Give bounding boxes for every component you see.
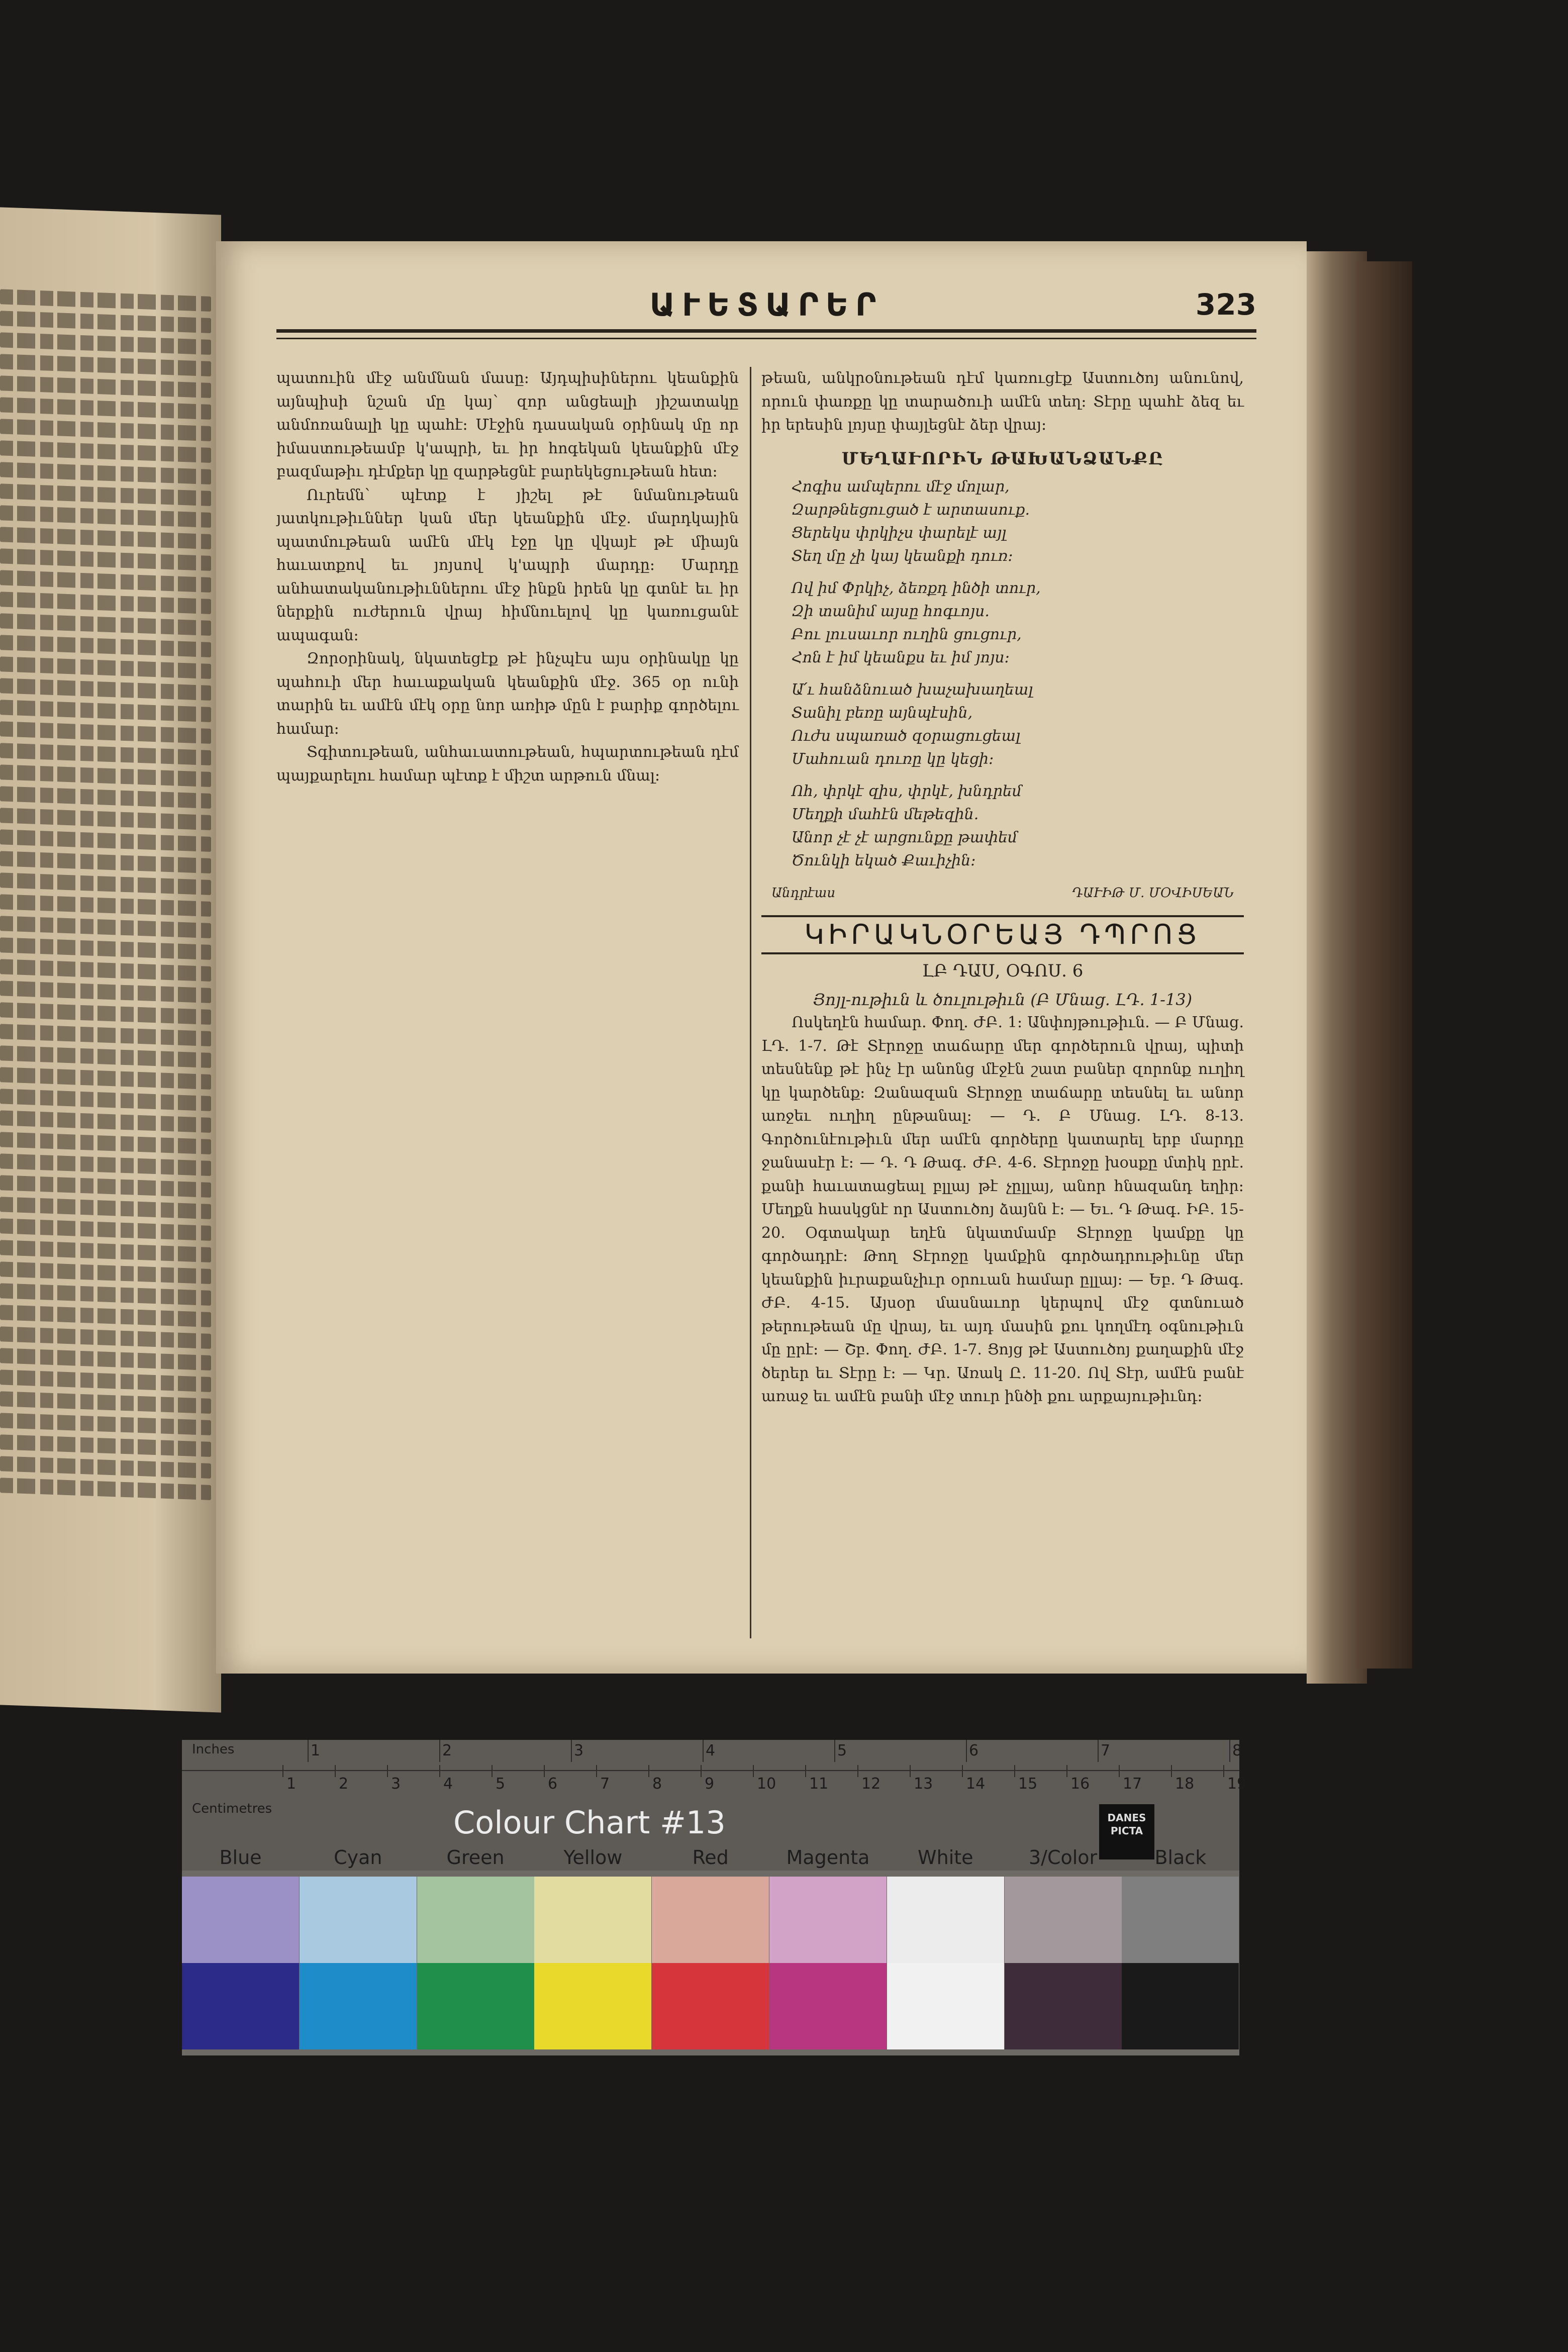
right-page (216, 241, 1307, 1674)
patch-label: Cyan (334, 1846, 382, 1869)
patch-label: White (918, 1846, 973, 1869)
poem-line: Տեղ մը չի կայ կեանքի դուռ։ (792, 547, 1013, 565)
cm-number: 17 (1123, 1775, 1142, 1793)
cm-tick (544, 1765, 545, 1777)
cm-number: 3 (391, 1775, 401, 1793)
colour-chart (182, 1740, 1247, 2055)
poem-line: Ուժս սպառած զօրացուցեալ (792, 727, 1021, 745)
inch-number: 8 (1232, 1742, 1242, 1759)
poem-signature (771, 881, 1234, 905)
poem-title: ՄԵՂԱՒՈՐԻՆ ԹԱԽԱՆՁԱՆՔԸ (841, 448, 1164, 469)
left-page (0, 207, 221, 1712)
colour-patch (534, 1963, 651, 2049)
colour-patch (182, 1963, 299, 2049)
patch-labels (182, 1846, 1239, 1872)
cm-number: 16 (1070, 1775, 1090, 1793)
poem-line: Ծունկի եկած Քաւիչին։ (792, 852, 976, 869)
cm-tick (335, 1765, 336, 1777)
inch-tick (1229, 1740, 1230, 1762)
cm-tick (805, 1765, 806, 1777)
lesson-title: Յոյլ-ութիւն և ծուլութիւն (Բ Մնաց. ԼԴ. 1-13) (813, 990, 1193, 1009)
inch-tick (966, 1740, 967, 1762)
book-cover (1357, 261, 1412, 1669)
danes-picta-logo: DANES PICTA (1099, 1804, 1154, 1859)
patch-label: Yellow (563, 1846, 623, 1869)
poem-line: Հոն է իմ կեանքս եւ իմ յոյս։ (792, 649, 1010, 666)
colour-patch (300, 1963, 417, 2049)
poem-stanza (792, 678, 1244, 771)
cm-number: 15 (1018, 1775, 1038, 1793)
cm-number: 2 (339, 1775, 349, 1793)
running-head-title: ԱՒԵՏԱՐԵՐ (649, 286, 884, 323)
signature-place: Անդրէաս (771, 886, 836, 901)
section-rule (761, 915, 1244, 917)
cm-tick (910, 1765, 911, 1777)
patch-label: 3/Color (1028, 1846, 1098, 1869)
patch-label: Black (1154, 1846, 1207, 1869)
cm-tick (701, 1765, 702, 1777)
paragraph: Զորօրինակ, նկատեցէք թէ ինչպէս այս օրինակը կը պահուի մեր հաւաքական կեանքին մէջ. 365 օր ունի տարին եւ ամէն մէկ օրը նոր առիթ մըն է բարիք գործելու համար։ (276, 650, 739, 738)
colour-patch (652, 1877, 769, 1963)
running-header (276, 281, 1256, 322)
inch-number: 7 (1101, 1742, 1111, 1759)
cm-number: 4 (443, 1775, 453, 1793)
section-title: ԿԻՐԱԿՆՕՐԵԱՅ ԴՊՐՈՑ (804, 918, 1201, 950)
cm-tick (857, 1765, 858, 1777)
cm-number: 6 (548, 1775, 558, 1793)
cm-tick (387, 1765, 388, 1777)
poem-stanza (792, 475, 1244, 568)
poem-line: Զարթնեցուցած է արտասուք. (792, 501, 1030, 519)
cm-number: 8 (652, 1775, 662, 1793)
cm-number: 9 (705, 1775, 715, 1793)
colour-patch (1005, 1877, 1122, 1963)
poem-line: Ով իմ Փրկիչ, ձեռքդ ինծի տուր, (792, 579, 1041, 597)
page-number: 323 (1195, 287, 1256, 322)
colour-patch (887, 1963, 1004, 2049)
poem-stanza (792, 577, 1244, 669)
centimetres-label: Centimetres (192, 1801, 272, 1816)
colour-patch (1005, 1963, 1122, 2049)
cm-tick (753, 1765, 754, 1777)
cm-number: 12 (861, 1775, 881, 1793)
cm-number: 10 (757, 1775, 776, 1793)
paragraph: թեան, անկրօնութեան դէմ կառուցէք Աստուծոյ անունով, որուն փառքը կը տարածուի ամէն տեղ։ Տէրը պահէ ձեզ եւ իր երեսին լոյսը փայլեցնէ ձեր վրայ։ (761, 369, 1244, 434)
cm-tick (1066, 1765, 1067, 1777)
inch-number: 3 (574, 1742, 584, 1759)
cm-tick (1014, 1765, 1015, 1777)
poem-line: Անոր չէ չէ արցունքը թափեմ (792, 829, 1018, 846)
cm-number: 7 (600, 1775, 610, 1793)
inches-label: Inches (192, 1742, 235, 1757)
colour-patch (887, 1877, 1004, 1963)
colour-patch (417, 1877, 534, 1963)
header-rule-thick (276, 329, 1256, 333)
cm-tick (282, 1765, 283, 1777)
poem-line: Հոգիս ամպերու մէջ մոլար, (792, 478, 1010, 496)
section-rule (761, 952, 1244, 954)
cm-tick (492, 1765, 493, 1777)
colour-patch (182, 1877, 299, 1963)
inch-tick (1098, 1740, 1099, 1762)
cm-number: 13 (914, 1775, 933, 1793)
header-rule-thin (276, 338, 1256, 339)
patch-label: Magenta (786, 1846, 870, 1869)
paragraph: Ոսկեղէն համար. Փող. ԺԲ. 1։ Անփոյթութիւն. — Բ Մնաց. ԼԴ. 1-7. Թէ Տէրոջը տաճարը մեր գործերուն վրայ, պիտի տեսնենք թէ ինչ էր անոնց մէջէն շատ բաներ զորոնք ուղիղ կը կարծենք։ Զանազան Տէրոջը տաճարը տեսնել եւ անոր առջեւ ուղիղ ընթանալ։ — Դ. Բ Մնաց. ԼԴ. 8-13. Գործունէութիւն մեր ամէն գործերը կատարել երբ մարդը ջանասէր է։ — Դ. Դ Թագ. ԺԲ. 4-6. Տէրոջը խօսքը մտիկ ըրէ. քանի հաւատացեալ բլլայ թէ չըլլայ, անոր հնազանդ եղիր։ Մեղքն հասկցնէ որ Աստուծոյ ձայնն է։ — Եւ. Դ Թագ. ԻԲ. 15-20. Օգտակար եղէն նկատմամբ Տէրոջը կամքը կը գործադրէ։ Թող Տէրոջը կամքին գործադրութիւնը մեր կեանքին իւրաքանչիւր օրուան համար ըլլայ։ — Եբ. Դ Թագ. ԺԲ. 4-15. Այսօր մասնաւոր կերպով մէջ գտնուած թերութեան մը վրայ, եւ այդ մասին քու կողմէդ օգնութիւն մը ըրէ։ — Շբ. Փող. ԺԲ. 1-7. Ցոյց թէ Աստուծոյ քաղաքին մէջ ծերեր եւ Տէրը է։ — Կր. Առակ Ը. 11-20. Ով Տէր, ամէն բանէ առաջ եւ ամէն բանի մէջ տուր ինծի քու արքայութիւնդ։ (761, 1014, 1244, 1405)
colour-patch (417, 1963, 534, 2049)
cm-number: 5 (496, 1775, 506, 1793)
colour-patch (769, 1963, 887, 2049)
cm-tick (648, 1765, 649, 1777)
inch-tick (439, 1740, 440, 1762)
poem-line: Ա՛ւ հանձնուած խաչախաղեալ (792, 681, 1033, 699)
inch-number: 4 (706, 1742, 716, 1759)
inch-number: 6 (969, 1742, 979, 1759)
colour-chart-title: Colour Chart #13 (453, 1804, 726, 1841)
colour-patch (769, 1877, 887, 1963)
signature-author: ԴԱՒԻԹ Մ. ՄՕՎԻՍԵԱՆ (1072, 886, 1234, 901)
lesson-number: ԼԲ ԴԱՍ, ՕԳՈՍ. 6 (922, 961, 1084, 981)
poem-line: Մեղքի մահէն մեթեզին. (792, 806, 979, 823)
colour-patch (1122, 1877, 1239, 1963)
inch-tick (834, 1740, 835, 1762)
poem-line: Տանիլ բեռը այնպէսին, (792, 704, 973, 722)
paragraph: Ուրեմն՝ պէտք է յիշել թէ նմանութեան յատկութիւններ կան մեր կեանքին մէջ. մարդկային պատմութեան ամէն մէկ էջը կը վկայէ թէ միայն հաւատքով եւ յոյսով կ'ապրի մարդը։ Մարդը անհատականութիւններու մէջ ինքն իրեն կը գտնէ եւ իր ներքին ուժերուն վրայ հիմնուելով կը կառուցանէ ապագան։ (276, 486, 739, 644)
poem-line: Ցերեկս փրկիչս փարելէ այլ (792, 524, 1007, 542)
patch-label: Blue (219, 1846, 262, 1869)
inch-number: 5 (837, 1742, 847, 1759)
cm-scale (182, 1765, 1247, 1795)
cm-number: 18 (1175, 1775, 1195, 1793)
inch-number: 1 (311, 1742, 321, 1759)
paragraph: Տգիտութեան, անհաւատութեան, հպարտութեան դէմ պայքարելու համար պէտք է միշտ արթուն մնալ։ (276, 743, 739, 785)
poem-line: Ոհ, փրկէ զիս, փրկէ, խնդրեմ (792, 782, 1022, 800)
text-column-left (276, 367, 739, 788)
cm-number: 19 (1227, 1775, 1247, 1793)
left-page-text (0, 282, 211, 1500)
paragraph: պատուին մէջ անմնան մասը։ Այդպիսիներու կեանքին այնպիսի նշան մը կայ՝ զոր անցեալի յիշատակը անմոռանալի կը պահէ։ Մէջին դասական օրինակ մը որ իմաստութեամբ կ'ապրի, եւ իր հոգեկան կեանքին մէջ բազմաթիւ դէմքեր կը զարթեցնէ բարեկեցութեան հետ։ (276, 369, 739, 480)
poem-line: Բու լուսաւոր ուղին ցուցուր, (792, 626, 1022, 643)
cm-number: 14 (966, 1775, 986, 1793)
patch-label: Green (446, 1846, 505, 1869)
cm-tick (1223, 1765, 1224, 1777)
ruler (182, 1740, 1247, 1871)
inch-number: 2 (442, 1742, 452, 1759)
colour-patch (300, 1877, 417, 1963)
inch-tick (703, 1740, 704, 1762)
cm-tick (1171, 1765, 1172, 1777)
inch-tick (571, 1740, 572, 1762)
text-column-right (761, 367, 1244, 1409)
inch-tick (308, 1740, 309, 1762)
colour-patch (652, 1963, 769, 2049)
colour-patch (534, 1877, 651, 1963)
cm-tick (962, 1765, 963, 1777)
cm-tick (596, 1765, 597, 1777)
patch-label: Red (692, 1846, 729, 1869)
cm-number: 1 (286, 1775, 297, 1793)
poem-stanza (792, 780, 1244, 872)
cm-tick (439, 1765, 440, 1777)
poem-line: Զի տանիմ այսը հոգւոյս. (792, 603, 990, 620)
column-divider (750, 367, 751, 1638)
colour-patch (1122, 1963, 1239, 2049)
cm-tick (1119, 1765, 1120, 1777)
cm-number: 11 (809, 1775, 829, 1793)
poem-line: Մահուան դուռը կը կեցի։ (792, 750, 994, 768)
